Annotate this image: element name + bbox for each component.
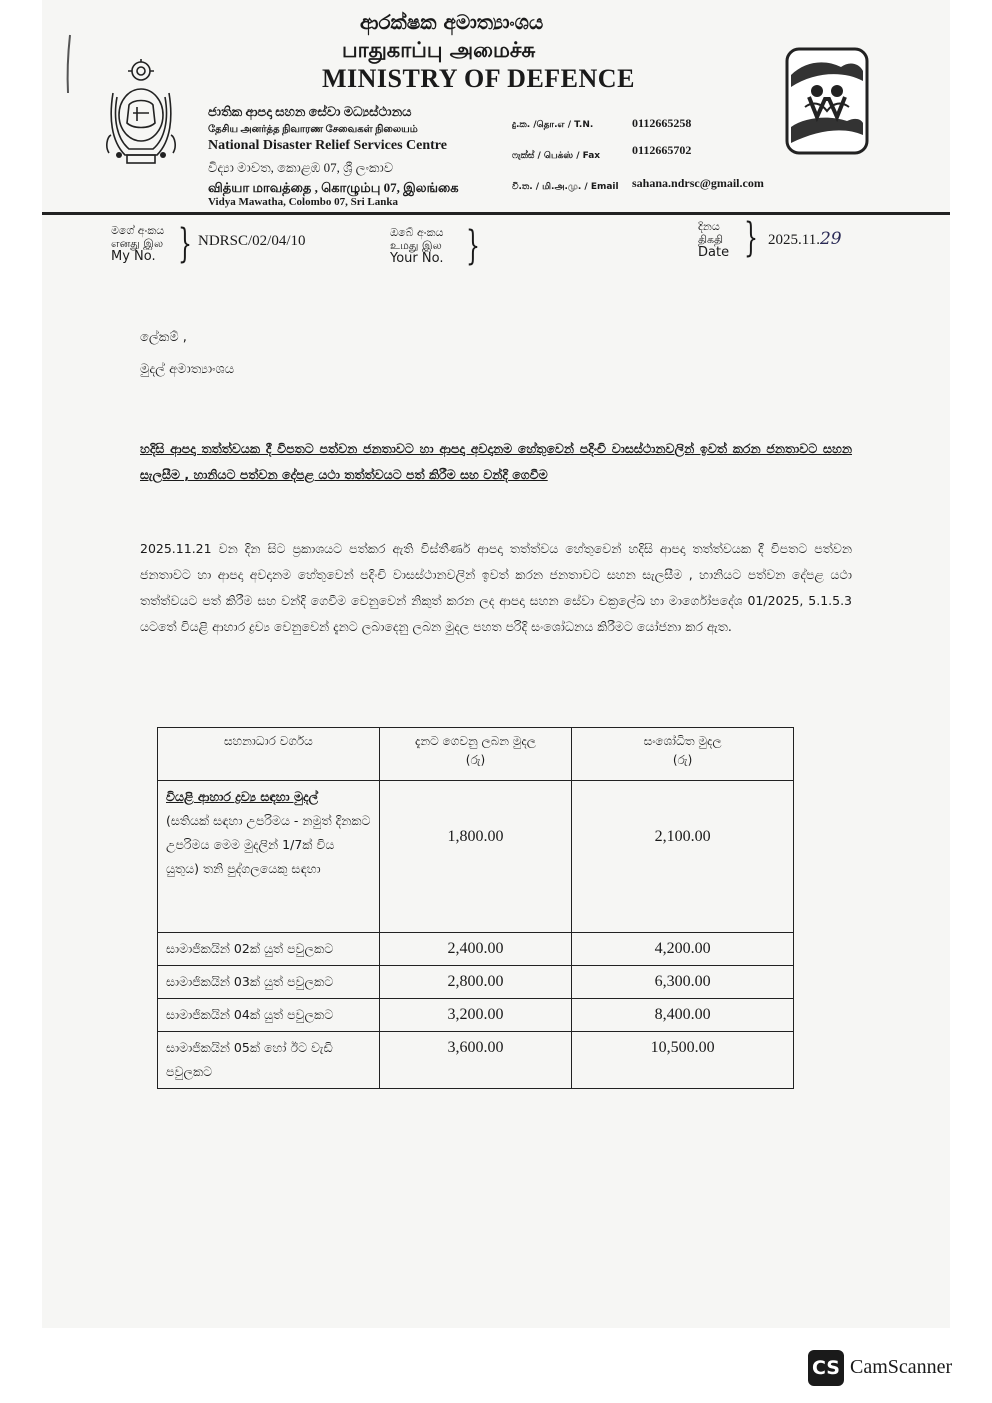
my-no-label-en: My No. (111, 249, 156, 264)
your-no-label-en: Your No. (390, 251, 444, 266)
email-address: sahana.ndrsc@gmail.com (632, 176, 764, 190)
row-current-amount: 3,600.00 (379, 1032, 571, 1089)
centre-name-sinhala: ජාතික ආපදා සහන සේවා මධ්‍යස්ථානය (208, 104, 412, 119)
telephone-number: 0112665258 (632, 116, 692, 130)
date-value-printed: 2025.11. (768, 232, 820, 248)
table-header-row (158, 728, 794, 781)
table-row (158, 781, 794, 933)
ministry-name-sinhala: ආරක්ෂක අමාත්‍යාංශය (360, 10, 544, 34)
fax-number: 0112665702 (632, 143, 692, 157)
header-revised-amount: සංශෝධිත මුදල (රු) (572, 728, 794, 781)
date-brace: } (744, 215, 758, 261)
my-no-label-si: මගේ අංකය (111, 224, 165, 237)
row-category: සාමාජිකයින් 02ක් යුත් පවුලකට (158, 933, 380, 966)
email-label: වි.ත. / மி.அ.மு. / Email (512, 182, 619, 192)
row-revised-amount: 8,400.00 (572, 999, 794, 1032)
centre-name-english: National Disaster Relief Services Centre (208, 138, 447, 153)
table-row (158, 999, 794, 1032)
row-revised-amount: 4,200.00 (572, 933, 794, 966)
row-current-amount: 2,800.00 (379, 966, 571, 999)
fax-label: ෆැක්ස් / பெக்ஸ் / Fax (512, 151, 601, 161)
row-revised-amount: 6,300.00 (572, 966, 794, 999)
subject-heading: හදිසි ආපදා තත්ත්වයක දී විපතට පත්වන ජනතාවට හා ආපදා අවදානම හේතුවෙන් පදිංචි වාසස්ථානවලින් ඉවත් කරන ජනතාවට සහන සැලසීම , හානියට පත්වන දේපළ යථා තත්ත්වයට පත් කිරීම සහ වන්දි ගෙවීම (140, 441, 852, 482)
row-category: සාමාජිකයින් 05ක් හෝ ඊට වැඩි පවුලකට (158, 1032, 380, 1089)
address-english: Vidya Mawatha, Colombo 07, Sri Lanka (208, 196, 398, 208)
document-page (42, 0, 950, 1328)
date-label (698, 220, 729, 259)
date-label-en: Date (698, 245, 730, 260)
address-tamil: வித்யா மாவத்தை , கொழும்பு 07, இலங்கை (208, 180, 459, 195)
allowance-table (157, 727, 794, 1089)
address-sinhala: විද්‍යා මාවත, කොළඹ 07, ශ්‍රී ලංකාව (208, 160, 394, 175)
date-value (768, 229, 842, 249)
row-category: සාමාජිකයින් 04ක් යුත් පවුලකට (158, 999, 380, 1032)
table-row (158, 933, 794, 966)
your-no-label-ta: உமது இல (390, 239, 442, 252)
ndrsc-logo-icon (785, 47, 869, 155)
header-current-amount: දැනට ගෙවනු ලබන මුදල (රු) (379, 728, 571, 781)
camscanner-watermark-text: CamScanner (850, 1356, 953, 1378)
date-label-si: දිනය (698, 220, 720, 233)
addressee-title: ලේකම් , (140, 330, 187, 345)
my-no-label-ta: எனது இல (111, 237, 164, 250)
camscanner-logo-icon: CS (808, 1350, 844, 1386)
pen-stroke-mark (64, 33, 74, 95)
row-current-amount: 1,800.00 (379, 781, 571, 933)
row-category (158, 781, 380, 933)
date-label-ta: திகதி (698, 233, 724, 246)
row-revised-amount: 2,100.00 (572, 781, 794, 933)
table-row (158, 1032, 794, 1089)
my-no-brace: } (178, 221, 192, 267)
national-emblem-icon (103, 57, 179, 167)
header-divider (42, 212, 950, 215)
your-no-label (390, 226, 443, 265)
my-no-value: NDRSC/02/04/10 (198, 233, 306, 249)
ministry-name-english: MINISTRY OF DEFENCE (322, 64, 635, 93)
row-category-desc: (සතියක් සඳහා උපරිමය - නමුත් දිනකට උපරිමය මෙම මුදලින් 1/7ක් විය යුතුය) තනි පුද්ගලයෙකු සඳහා (166, 813, 371, 876)
row-current-amount: 2,400.00 (379, 933, 571, 966)
body-paragraph: 2025.11.21 වන දින සිට ප්‍රකාශයට පත්කර ඇති විස්තීර්ණ ආපදා තත්ත්වය හේතුවෙන් හදිසි ආපදා තත්ත්වයක දී විපතට පත්වන ජනතාවට හා ආපදා අවදානම හේතුවෙන් පදිංචි වාසස්ථානවලින් ඉවත් කරන ජනතාවට සහන සැලසීම , හානියට පත්වන දේපළ යථා තත්ත්වයට පත් කිරීම සහ වන්දි ගෙවීම වෙනුවෙන් නිකුත් කරන ලද ආපදා සහන සේවා චක්‍රලේඛ හා මාර්ගෝපදේශ 01/2025, 5.1.5.3 යටතේ වියළි ආහාර ද්‍රව්‍ය වෙනුවෙන් දැනට ලබාදෙනු ලබන මුදල පහත පරිදි සංශෝධනය කිරීමට යෝජනා කර ඇත. (140, 541, 852, 634)
your-no-label-si: ඔබේ අංකය (390, 226, 444, 239)
centre-name-tamil: தேசிய அனர்த்த நிவாரண சேவைகள் நிலையம் (208, 124, 418, 135)
my-no-label-stack (111, 224, 164, 263)
header-category: සහනාධාර වර්ගය (158, 728, 380, 781)
row-category-title: වියළි ආහාර ද්‍රව්‍ය සඳහා මුදල් (166, 789, 319, 804)
date-value-handwritten: 29 (819, 229, 842, 249)
row-category: සාමාජිකයින් 03ක් යුත් පවුලකට (158, 966, 380, 999)
your-no-brace: } (466, 223, 480, 269)
table-row (158, 966, 794, 999)
addressee-ministry: මුදල් අමාත්‍යාංශය (140, 362, 235, 377)
row-revised-amount: 10,500.00 (572, 1032, 794, 1089)
ministry-name-tamil: பாதுகாப்பு அமைச்சு (342, 38, 536, 62)
telephone-label: දු.ක. /தொ.எ / T.N. (512, 120, 594, 130)
row-current-amount: 3,200.00 (379, 999, 571, 1032)
